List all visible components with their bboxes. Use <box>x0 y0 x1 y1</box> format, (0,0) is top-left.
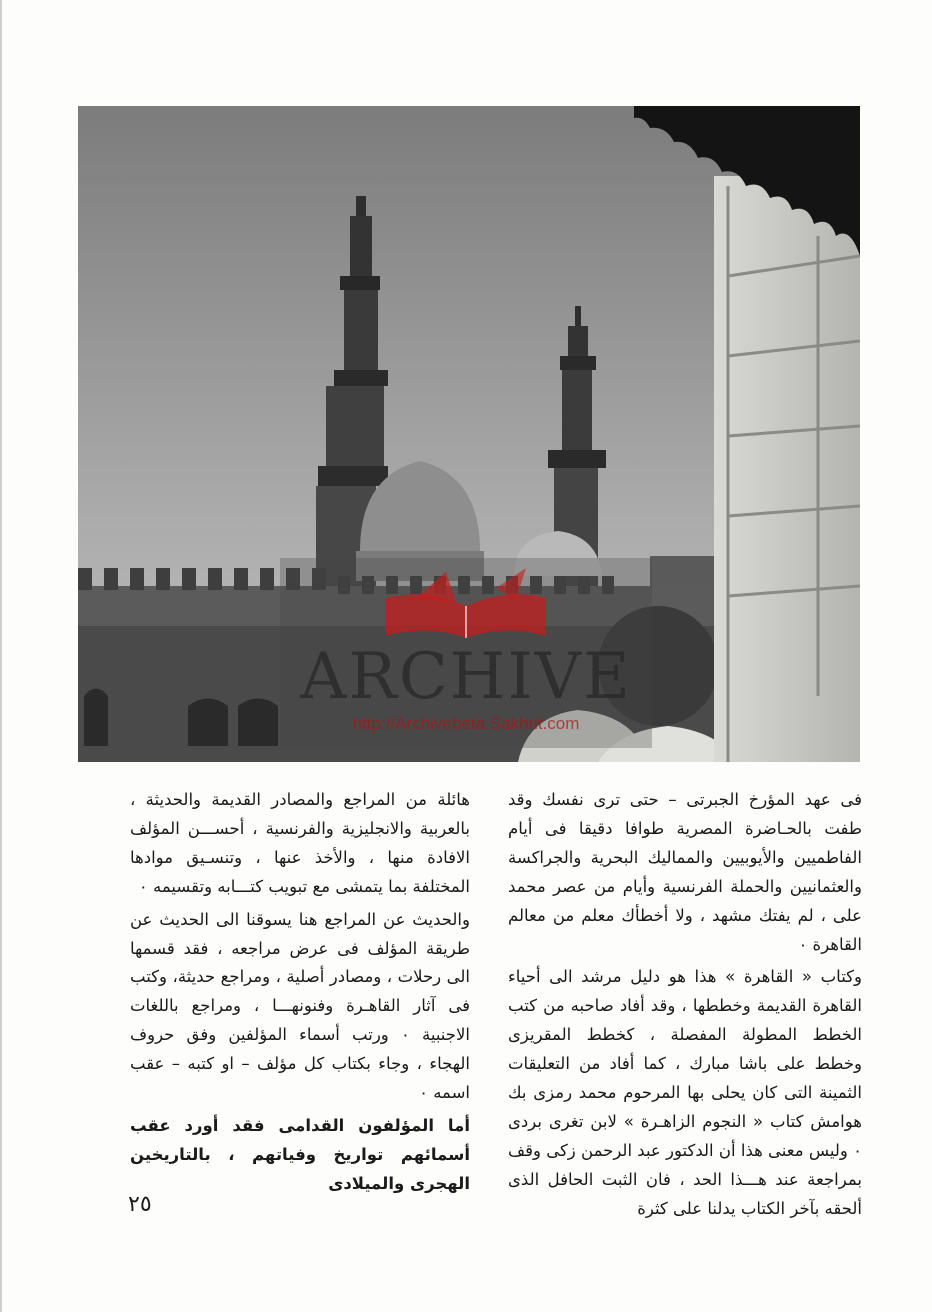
page-number: ٢٥ <box>128 1192 152 1217</box>
text-column-right <box>508 786 862 1224</box>
paragraph: والحديث عن المراجع هنا يسوقنا الى الحديث عن طريقة المؤلف فى عرض مراجعه ، فقد قسمها الى رحلات ، ومصادر أصلية ، ومراجع حديثة، وكتب فى آثار القاهـرة وفنونهـــا ، ومراجع باللغات الاجنبية ٠ ورتب أسماء المؤلفين وفق حروف الهجاء ، وجاء بكتاب كل مؤلف – او كتبه – عقب اسمه ٠ <box>130 909 470 1103</box>
watermark-title: ARCHIVE <box>300 640 632 714</box>
paragraph: وكتاب « القاهرة » هذا هو دليل مرشد الى أحياء القاهرة القديمة وخططها ، وقد أفاد صاحبه من كتب الخطط المطولة المفصلة ، كخطط المقريزى وخطط على باشا مبارك ، كما أفاد من التعليقات الثمينة التى كان يحلى بها المرحوم محمد رمزى بك هوامش كتاب « النجوم الزاهـرة » لابن تغرى بردى ٠ وليس معنى هذا أن الدكتور عبد الرحمن زكى وقف بمراجعة عند هـــذا الحد ، فان الثبت الحافل الذى ألحقه بآخر الكتاب يدلنا على كثرة <box>508 967 862 1218</box>
book-logo-icon <box>376 558 556 638</box>
paragraph: هائلة من المراجع والمصادر القديمة والحديثة ، بالعربية والانجليزية والفرنسية ، أحســـن المؤلف الافادة منها ، والأخذ عنها ، وتنسـيق موادها المختلفة بما يتمشى مع تبويب كتـــابه وتقسيمه ٠ <box>130 790 470 896</box>
archive-watermark <box>280 558 652 748</box>
text-column-left <box>130 786 470 1199</box>
watermark-url: http://Archivebeta.Sakhrit.com <box>352 714 580 733</box>
paragraph-bold: أما المؤلفون القدامى فقد أورد عقب أسمائهم تواريخ وفياتهم ، بالتاريخين الهجرى والميلادى <box>130 1115 470 1193</box>
paragraph: فى عهد المؤرخ الجبرتى – حتى ترى نفسك وقد طفت بالحـاضرة المصرية طوافا دقيقا فى أيام الفاطميين والأيوبيين والمماليك البحرية والجراكسة والعثمانيين والحملة الفرنسية وأيام من عصر محمد على ، لم يفتك مشهد ، ولا أخطأك معلم من معالم القاهرة ٠ <box>508 790 862 954</box>
page-edge <box>0 0 2 1312</box>
